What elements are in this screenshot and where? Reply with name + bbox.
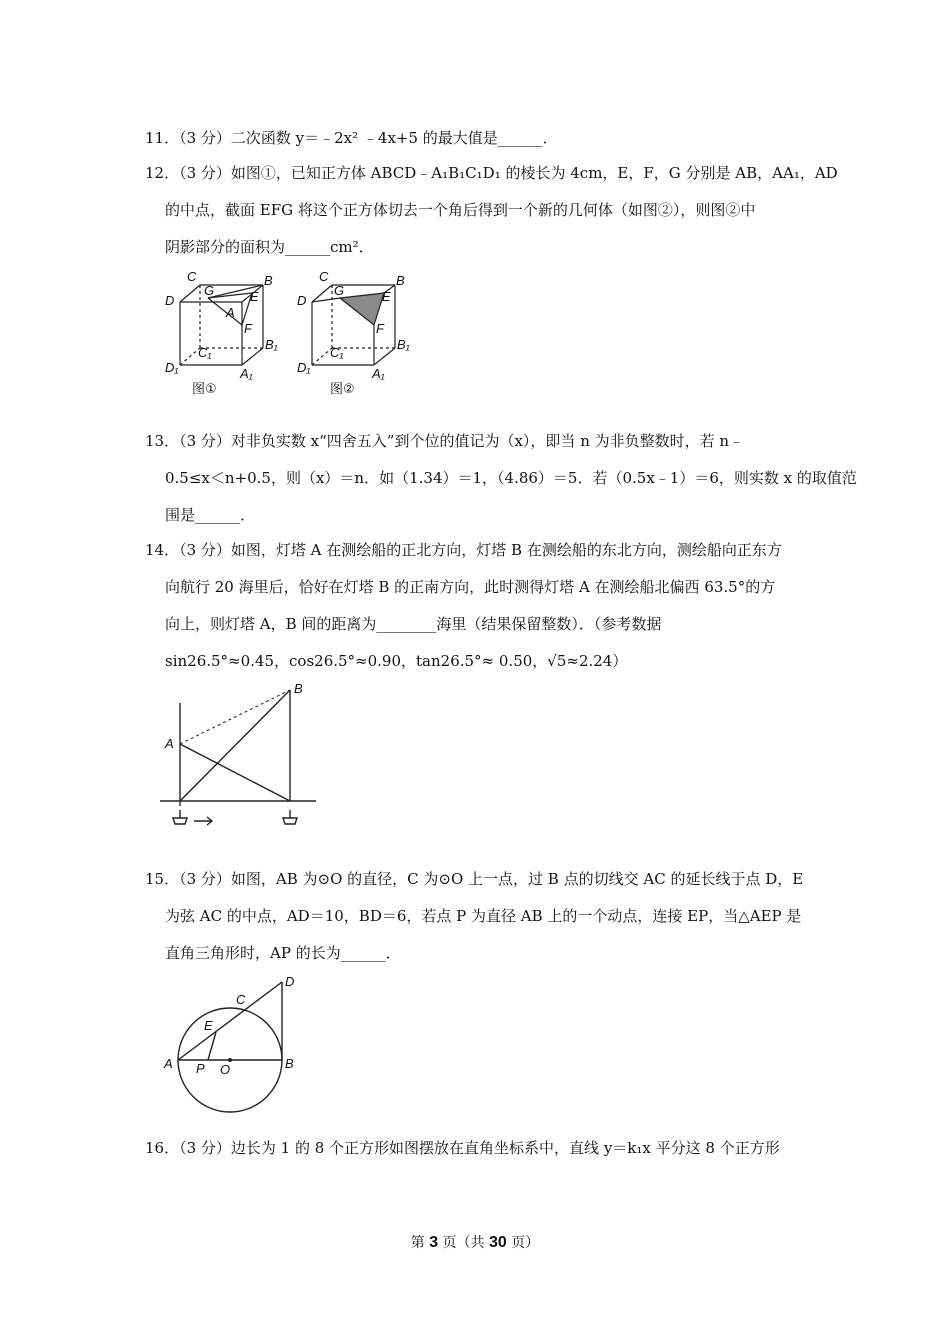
q13-text-line2: 0.5≤x＜n+0.5，则（x）＝n．如（1.34）＝1，（4.86）＝5．若（0.5x﹣1）＝6，则实数 x 的取值范	[165, 469, 857, 487]
label-g: G	[334, 283, 345, 298]
q11-text: 11．（3 分）二次函数 y＝﹣2x² ﹣4x+5 的最大值是______．	[145, 129, 558, 147]
q15-text-line2: 为弦 AC 的中点，AD＝10，BD＝6，若点 P 为直径 AB 上的一个动点，连接 EP，当△AEP 是	[165, 907, 802, 925]
figure-2-caption: 图②	[330, 382, 355, 397]
q15-text-line1: 15．（3 分）如图，AB 为⊙O 的直径，C 为⊙O 上一点，过 B 点的切线交 AC 的延长线于点 D，E	[145, 870, 804, 888]
q14-figure	[160, 678, 330, 838]
label-a1: A₁	[372, 366, 385, 381]
label-c: C	[187, 269, 197, 284]
label-e: E	[382, 289, 391, 304]
footer-suffix: 页）	[506, 1235, 540, 1251]
label-d: D	[165, 293, 175, 308]
q16-text-line1: 16．（3 分）边长为 1 的 8 个正方形如图摆放在直角坐标系中，直线 y＝k₁x 平分这 8 个正方形	[145, 1139, 780, 1157]
figure-1-caption: 图①	[192, 382, 217, 397]
q12-text-line3: 阴影部分的面积为______cm²．	[165, 238, 374, 256]
label-a1: A₁	[240, 366, 253, 381]
q12-text-line2: 的中点，截面 EFG 将这个正方体切去一个角后得到一个新的几何体（如图②），则图②中	[165, 201, 756, 219]
footer-prefix: 第	[410, 1235, 430, 1251]
label-b: B	[285, 1056, 294, 1071]
label-c: C	[319, 269, 329, 284]
label-b: B	[294, 681, 303, 696]
label-b1: B₁	[397, 337, 410, 352]
label-b: B	[396, 273, 405, 288]
label-a: A	[164, 1056, 173, 1071]
label-f: F	[376, 321, 384, 336]
q14-text-line2: 向航行 20 海里后，恰好在灯塔 B 的正南方向，此时测得灯塔 A 在测绘船北偏西 63.5°的方	[165, 578, 776, 596]
label-a: A	[226, 305, 235, 320]
label-b1: B₁	[265, 337, 278, 352]
label-e: E	[204, 1018, 213, 1033]
footer-middle: 页（共	[438, 1235, 489, 1251]
q14-text-line4: sin26.5°≈0.45，cos26.5°≈0.90，tan26.5°≈ 0.50，√5≈2.24）	[165, 652, 628, 670]
q13-text-line1: 13．（3 分）对非负实数 x“四舍五入”到个位的值记为（x），即当 n 为非负整数时，若 n﹣	[145, 432, 745, 450]
label-a: A	[165, 736, 174, 751]
q15-text-line3: 直角三角形时，AP 的长为______．	[165, 944, 401, 962]
label-c1: C₁	[330, 345, 344, 360]
q14-text-line3: 向上，则灯塔 A，B 间的距离为________海里（结果保留整数）．（参考数据	[165, 615, 662, 633]
label-o: O	[220, 1062, 231, 1077]
label-p: P	[196, 1061, 205, 1076]
label-d: D	[297, 293, 307, 308]
q13-text-line3: 围是______．	[165, 506, 256, 524]
label-d: D	[285, 974, 295, 989]
label-b: B	[264, 273, 273, 288]
label-f: F	[244, 321, 252, 336]
q12-text-line1: 12．（3 分）如图①，已知正方体 ABCD﹣A₁B₁C₁D₁ 的棱长为 4cm，E，F，G 分别是 AB，AA₁，AD	[145, 164, 838, 182]
label-c: C	[236, 992, 246, 1007]
label-e: E	[250, 289, 259, 304]
label-g: G	[204, 283, 215, 298]
page-footer	[0, 1232, 950, 1252]
footer-total-pages: 30	[489, 1234, 507, 1251]
q12-figure-1	[160, 265, 280, 400]
label-d1: D₁	[165, 360, 179, 375]
footer-page-number: 3	[429, 1234, 439, 1251]
q12-figure-2	[292, 265, 417, 400]
q15-figure	[160, 970, 310, 1118]
label-d1: D₁	[297, 360, 311, 375]
label-c1: C₁	[198, 345, 212, 360]
q14-text-line1: 14．（3 分）如图，灯塔 A 在测绘船的正北方向，灯塔 B 在测绘船的东北方向，测绘船向正东方	[145, 541, 782, 559]
